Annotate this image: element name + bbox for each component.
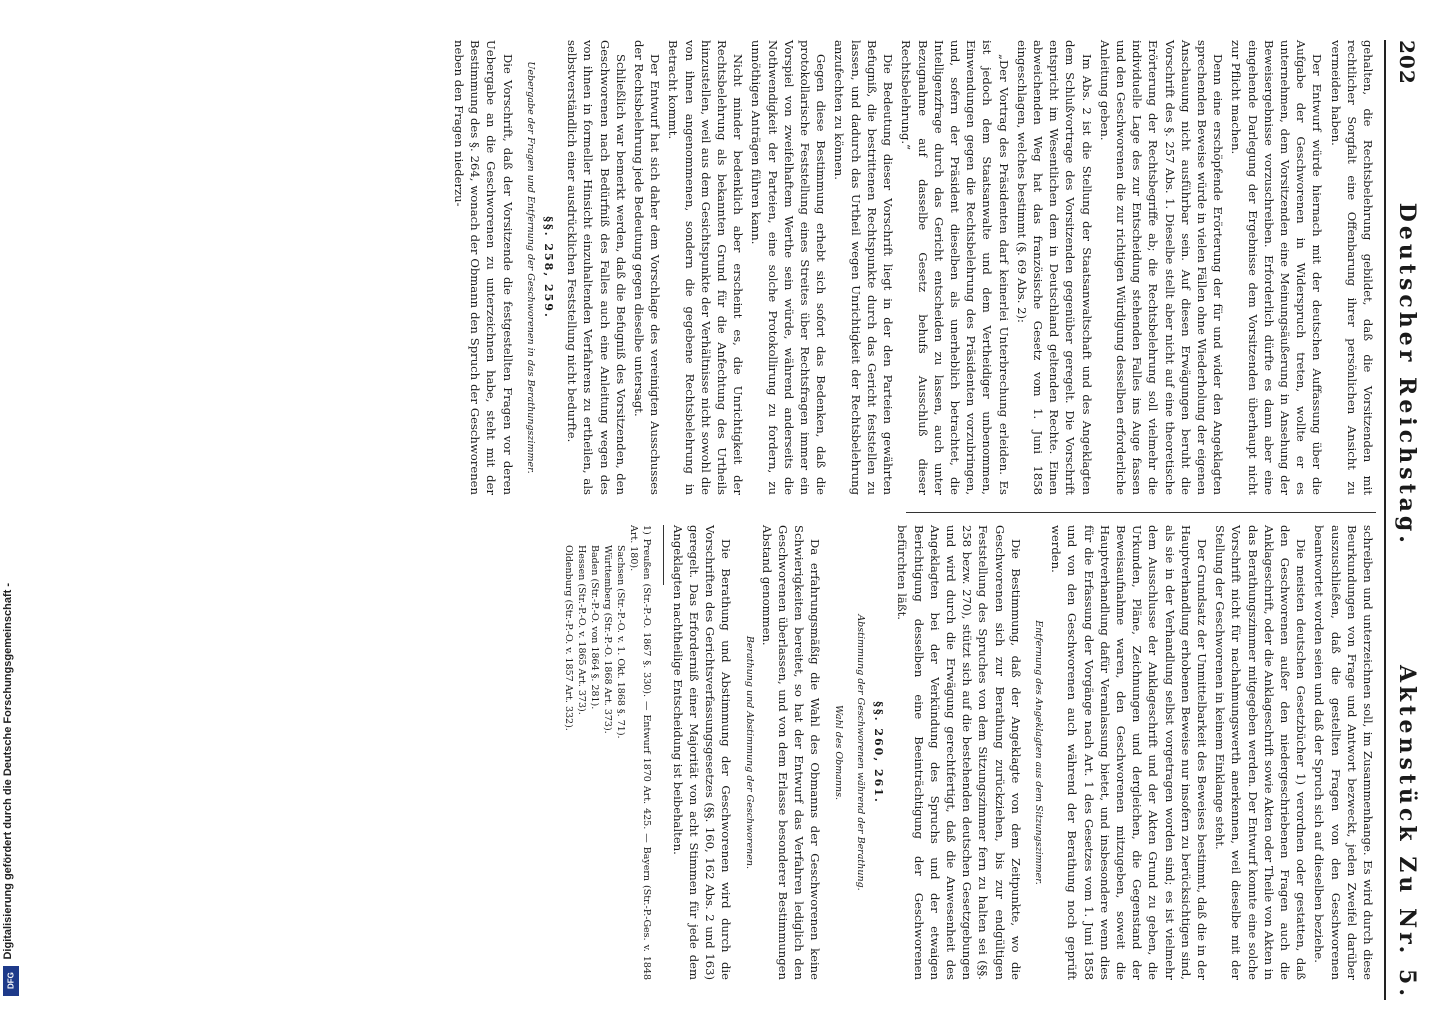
header-rule — [1384, 40, 1386, 1000]
right-column — [562, 525, 1376, 980]
subsection-heading: Wahl des Obmanns. — [832, 704, 844, 801]
section-subheading: Abstimmung der Geschworenen während der Berathung. — [854, 614, 866, 891]
document-reference: Aktenstück Zu Nr. 5. — [1394, 664, 1420, 1000]
subsection-heading: Entfernung des Angeklagten aus dem Sitzungszimmer. — [1032, 620, 1044, 885]
paragraph: Der Entwurf hat sich daher dem Vorschlage des vereinigten Ausschusses der Rechtsbelehrung jede Bedeutung gegen dieselbe untersagt. — [632, 40, 663, 495]
paragraph: Denn eine erschöpfende Erörterung der für und wider den Angeklagten sprechenden Beweise würde in vielen Fällen ohne Wiederholung der eigenen Anschauung nicht ausführbar sein. Auf diesen Erwägungen beruht die Vorschrift des §. 257 Abs. 1. Dieselbe stellt aber nicht auf eine theoretische Erörterung der Rechtsbegriffe ab; die Rechtsbelehrung soll vielmehr die individuelle Lage des zur Entscheidung stehenden Falles ins Auge fassen und den Geschworenen die zur richtigen Würdigung desselben erforderliche Anleitung geben. — [1097, 40, 1226, 495]
section-subheading: Uebergabe der Fragen und Entfernung der Geschworenen in das Berathungszimmer. — [524, 61, 536, 474]
paragraph: Die Bestimmung, daß der Angeklagte von dem Zeitpunkte, wo die Geschworenen sich zur Berathung zurückziehen, bis zur endgültigen Feststellung des Spruches von dem Sitzungszimmer fern zu halten sei (§§. 258 bezw. 270), stützt sich auf die bestehenden deutschen Gesetzgebungen und wird durch die Erwägung gerechtfertigt, daß die Anwesenheit des Angeklagten bei der Verkündung des Spruchs und der etwaigen Berichtigung desselben eine Beeinträchtigung der Geschworenen befürchten läßt. — [895, 525, 1023, 980]
paragraph: Da erfahrungsmäßig die Wahl des Obmanns der Geschworenen keine Schwierigkeiten bereitet, so hat der Entwurf das Verfahren lediglich den Geschworenen überlassen, und von dem Erlasse besonderer Bestimmungen Abstand genommen. — [759, 525, 823, 980]
column-divider — [906, 512, 1376, 513]
footnote: 1) Preußen (Str.-P.-O. 1867 §. 330). — Entwurf 1870 Art. 425. — Bayern (Str.-P.-Ges. v. 1848 Art. 180). — [627, 525, 652, 980]
subsection-heading: Berathung und Abstimmung der Geschworenen. — [743, 635, 755, 870]
footnote: Baden (Str.-P.-O. von 1864 §. 281). — [588, 545, 600, 710]
scanned-page — [60, 20, 1420, 1020]
paragraph: Nicht minder bedenklich aber erscheint es, die Unrichtigkeit der Rechtsbelehrung als bekannten Grund für die Anfechtung des Urtheils hinzustellen, weil aus dem Gesichtspunkte der Verhältnisse nicht sowohl die von ihnen angenommenen, sondern die gegebene Rechtsbelehrung in Betracht kommt. — [666, 40, 746, 495]
dfg-logo-icon: DFG — [3, 966, 19, 996]
paragraph: Die Bedeutung dieser Vorschrift liegt in der den Parteien gewährten Befugniß, die bestrittenen Rechtspunkte durch das Gericht feststellen zu lassen, und dadurch das Urtheil wegen Unrichtigkeit der Rechtsbelehrung anzufechten zu können. — [832, 40, 896, 495]
page-number: 202 — [1395, 40, 1419, 85]
paragraph: Schließlich war bemerkt werden, daß die Befugniß des Vorsitzenden, den Geschworenen nach Bedürfniß des Falles auch eine Anleitung wegen des von ihnen in formeller Hinsicht einzuhaltenden Verfahrens zu ertheilen, als selbstverständlich einer ausdrücklichen Feststellung nicht bedurfte. — [565, 40, 628, 495]
footnote: Oldenburg (Str.-P.-O. v. 1857 Art. 332). — [562, 545, 574, 731]
side-credit-strip — [0, 0, 22, 1000]
paragraph: Im Abs. 2 ist die Stellung der Staatsanwaltschaft und des Angeklagten dem Schlußvortrage des Vorsitzenden gegenüber geregelt. Die Vorschrift entspricht im Wesentlichen dem in Deutschland geltenden Rechte. Einen abweichenden Weg hat das französische Gesetz vom 1. Juni 1858 eingeschlagen, welches bestimmt (§. 69 Abs. 2): — [1014, 40, 1094, 495]
paragraph: Die Vorschrift, daß der Vorsitzende die festgestellten Fragen vor deren Uebergabe an die Geschworenen zu unterzeichnen habe, steht mit der Bestimmung des §. 264, wonach der Obmann den Spruch der Geschworenen neben den Fragen niederzu- — [452, 40, 515, 495]
section-heading: §§. 258, 259. — [542, 216, 556, 319]
page-header — [1390, 40, 1420, 1000]
section-heading: §§. 260, 261. — [872, 701, 886, 804]
quoted-paragraph: „Der Vortrag des Präsidenten darf keinerlei Unterbrechung erleiden. Es ist jedoch dem Staatsanwalte und dem Vertheidiger unbenommen, Einwendungen gegen die Rechtsbelehrung des Präsidenten vorzubringen, und, sofern der Präsident dieselben als unerheblich betrachtet, die Intelligenzfrage durch das Gericht entscheiden zu lassen, auch unter Bezugnahme auf dasselbe Gesetz behufs Ausschluß dieser Rechtsbelehrung.“ — [899, 40, 1011, 495]
left-column — [449, 40, 1376, 495]
paragraph: Der Grundsatz der Unmittelbarkeit des Beweises bestimmt, daß die in der Hauptverhandlung erhobenen Beweise nur insofern zu berücksichtigen sind, als sie in der Verhandlung selbst vorgetragen worden sind; es ist vielmehr dem Ausschlusse der Anklageschrift und der Akten Grund zu geben, die Urkunden, Pläne, Zeichnungen und dergleichen, die Gegenstand der Beweisaufnahme waren, den Geschworenen mitzugeben, soweit die Hauptverhandlung dafür Veranlassung bietet, und insbesondere wenn dies für die Erfassung der Vorgänge nach Art. 1 des Gesetzes vom 1. Juni 1858 und von den Geschworenen auch während der Berathung noch geprüft werden. — [1049, 525, 1209, 980]
paragraph: Die meisten deutschen Gesetzbücher 1) verordnen oder gestatten, daß den Geschworenen außer den niedergeschriebenen Fragen auch die Anklageschrift, oder die Anklageschrift sowie Akten oder Theile von Akten in das Berathungszimmer mitgegeben werden. Der Entwurf konnte eine solche Vorschrift nicht für nachahmungswerth anerkennen, weil dieselbe mit der Stellung der Geschworenen in keinem Einklange steht. — [1213, 525, 1309, 980]
page-title: Deutscher Reichstag. — [1394, 202, 1420, 547]
paragraph: schreiben und unterzeichnen soll, im Zusammenhange. Es wird durch diese Beurkundungen von Frage und Antwort bezweckt, jeden Zweifel darüber auszuschließen, daß die gestellten Fragen von den Geschworenen beantwortet worden seien und daß der Spruch sich auf dieselben beziehe. — [1312, 525, 1375, 980]
paragraph: Gegen diese Bestimmung erhebt sich sofort das Bedenken, daß die protokollarische Feststellung eines Streites über Rechtsfragen immer ein Vorspiel von zweifelhaftem Werthe sein würde, während anderseits die Nothwendigkeit der Parteien, eine solche Protokollirung zu fordern, zu unnöthigen Anträgen führen kann. — [749, 40, 829, 495]
footnote: Württemberg (Str.-P.-O. 1868 Art. 373). — [601, 545, 613, 734]
footnote: Sachsen (Str.-P.-O. v. 1. Okt. 1868 §. 71). — [614, 545, 626, 739]
paragraph: Die Berathung und Abstimmung der Geschworenen wird durch die Vorschriften des Gerichtsverfassungsgesetzes (§§. 160, 162 Abs. 2 und 163) geregelt. Das Erforderniß einer Majorität von acht Stimmen für jede dem Angeklagten nachtheilige Entscheidung ist beibehalten. — [670, 525, 734, 980]
footnotes — [562, 525, 653, 980]
paragraph: gehalten, die Rechtsbelehrung gebildet, daß die Vorsitzenden mit rechtlicher Sorgfalt eine Offenbarung ihrer persönlichen Ansicht zu vermeiden haben. — [1328, 40, 1375, 495]
footnote: Hessen (Str.-P.-O. v. 1865 Art. 373). — [575, 545, 587, 715]
paragraph: Der Entwurf würde hiernach mit der deutschen Auffassung über die Aufgabe der Geschworenen in Widerspruch treten, wollte er es unternehmen, dem Vorsitzenden eine Meinungsäußerung in Ansehung der Beweisergebnisse vorzuschreiben. Erforderlich dürfte es dann aber eine eingehende Darlegung der Ergebnisse dem Vorsitzenden überhaupt nicht zur Pflicht machen. — [1229, 40, 1325, 495]
footnote-rule — [663, 525, 664, 585]
digitization-credit: Digitalisierung gefördert durch die Deutsche Forschungsgemeinschaft - — [2, 583, 14, 960]
